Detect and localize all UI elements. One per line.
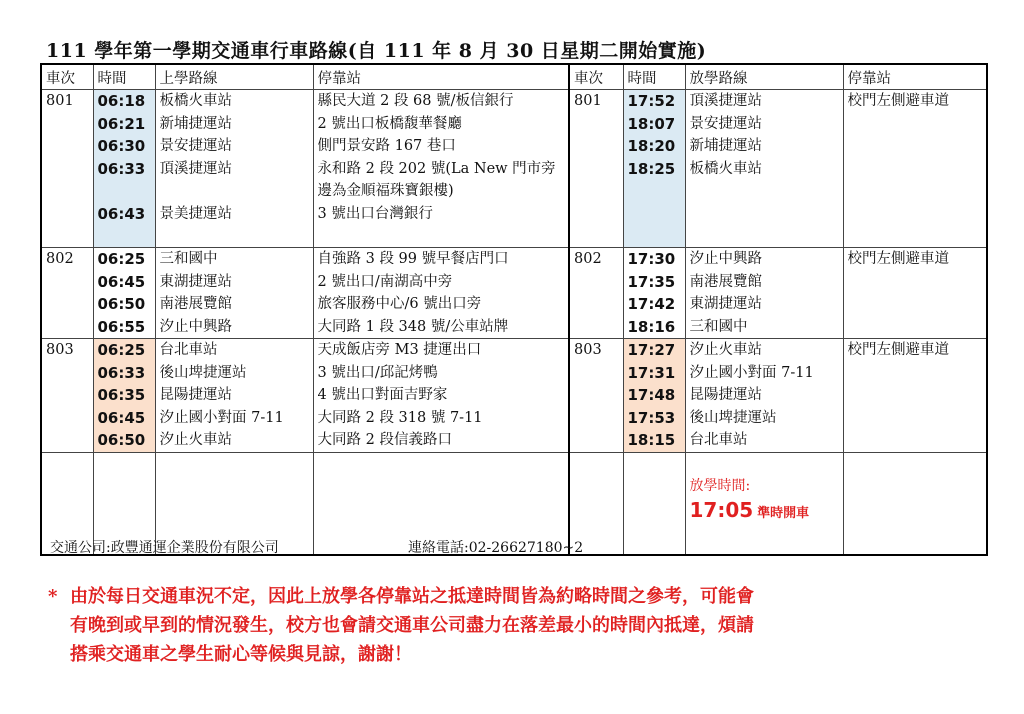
bus-803-morning-routes: 台北車站 後山埤捷運站 昆陽捷運站 汐止國小對面 7-11 汐止火車站 — [155, 339, 313, 453]
table-row-802 — [41, 248, 987, 339]
header-bus-no: 車次 — [41, 64, 93, 90]
bus-803-afternoon-routes: 汐止火車站 汐止國小對面 7-11 昆陽捷運站 後山埤捷運站 台北車站 — [685, 339, 843, 453]
dismissal-time: 17:05 準時開車 — [689, 498, 810, 522]
header-time-2: 時間 — [623, 64, 685, 90]
header-bus-no-2: 車次 — [569, 64, 623, 90]
bus-801-no-afternoon: 801 — [569, 90, 623, 248]
bus-803-morning-times: 06:25 06:33 06:35 06:45 06:50 — [93, 339, 155, 453]
dismissal-cell — [685, 453, 843, 555]
bus-802-no: 802 — [41, 248, 93, 339]
bus-803-afternoon-times: 17:27 17:31 17:48 17:53 18:15 — [623, 339, 685, 453]
bus-802-afternoon-times: 17:30 17:35 17:42 18:16 — [623, 248, 685, 339]
notice-text: * 由於每日交通車況不定，因此上放學各停靠站之抵達時間皆為約略時間之參考，可能會 有晚到或早到的情況發生，校方也會請交通車公司盡力在落差最小的時間內抵達，煩請 搭乘交通車之學生耐心等候與見諒，謝謝！ — [48, 582, 988, 669]
bus-802-afternoon-stop: 校門左側避車道 — [843, 248, 987, 339]
bus-801-afternoon-routes: 頂溪捷運站 景安捷運站 新埔捷運站 板橋火車站 — [685, 90, 843, 248]
bus-803-no: 803 — [41, 339, 93, 453]
bus-802-morning-times: 06:25 06:45 06:50 06:55 — [93, 248, 155, 339]
bus-803-no-afternoon: 803 — [569, 339, 623, 453]
table-row-803 — [41, 339, 987, 453]
asterisk-icon: * — [48, 586, 58, 607]
bus-801-afternoon-times: 17:52 18:07 18:20 18:25 — [623, 90, 685, 248]
bus-803-afternoon-stop: 校門左側避車道 — [843, 339, 987, 453]
bus-802-stops: 自強路 3 段 99 號早餐店門口 2 號出口/南湖高中旁 旅客服務中心/6 號出口旁 大同路 1 段 348 號/公車站牌 — [313, 248, 569, 339]
header-row — [41, 64, 987, 90]
dismissal-label: 放學時間: — [689, 478, 751, 494]
bus-801-morning-routes: 板橋火車站 新埔捷運站 景安捷運站 頂溪捷運站 景美捷運站 — [155, 90, 313, 248]
bus-801-afternoon-stop: 校門左側避車道 — [843, 90, 987, 248]
bus-schedule-table — [40, 63, 988, 556]
header-stop: 停靠站 — [313, 64, 569, 90]
footer-company: 交通公司:政豐通運企業股份有限公司 — [50, 540, 279, 556]
header-stop-2: 停靠站 — [843, 64, 987, 90]
bus-801-no: 801 — [41, 90, 93, 248]
bus-802-no-afternoon: 802 — [569, 248, 623, 339]
header-morning-route: 上學路線 — [155, 64, 313, 90]
bus-801-stops: 縣民大道 2 段 68 號/板信銀行 2 號出口板橋馥華餐廳 側門景安路 167 巷口 永和路 2 段 202 號(La New 門市旁邊為金順福珠寶銀樓) 3 號出口台灣銀行 — [313, 90, 569, 248]
table-row-801 — [41, 90, 987, 248]
page-title: 111 學年第一學期交通車行車路線(自 111 年 8 月 30 日星期二開始實施) — [46, 40, 707, 62]
header-afternoon-route: 放學路線 — [685, 64, 843, 90]
header-time: 時間 — [93, 64, 155, 90]
bus-801-morning-times: 06:18 06:21 06:30 06:33 06:43 — [93, 90, 155, 248]
bus-802-afternoon-routes: 汐止中興路 南港展覽館 東湖捷運站 三和國中 — [685, 248, 843, 339]
bus-802-morning-routes: 三和國中 東湖捷運站 南港展覽館 汐止中興路 — [155, 248, 313, 339]
footer-phone: 連絡電話:02-26627180~2 — [408, 540, 584, 556]
bus-803-stops: 天成飯店旁 M3 捷運出口 3 號出口/邱記烤鴨 4 號出口對面吉野家 大同路 2 段 318 號 7-11 大同路 2 段信義路口 — [313, 339, 569, 453]
